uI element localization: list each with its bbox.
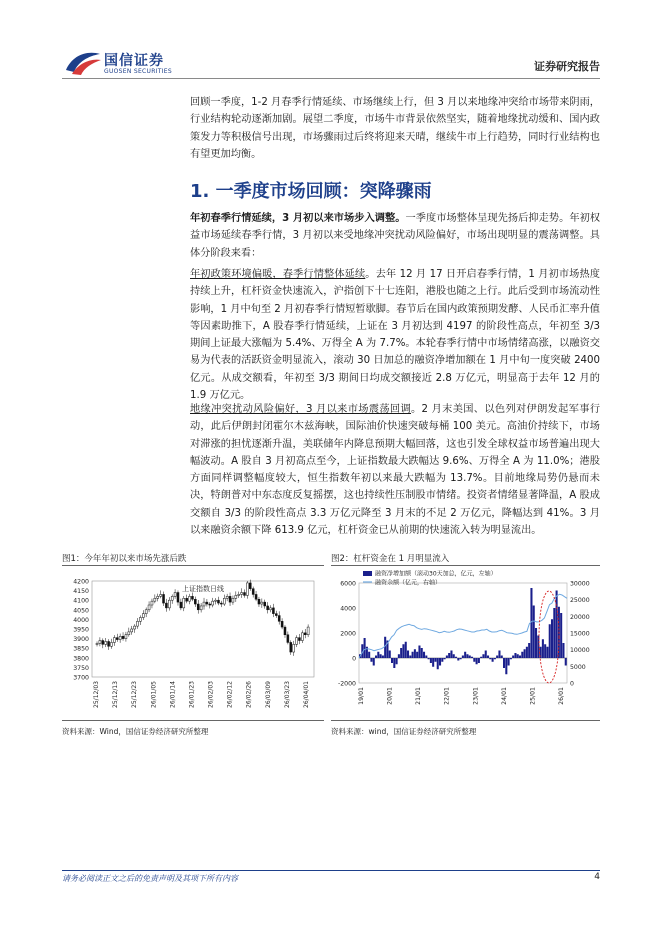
left-y-tick-label: 2000 bbox=[340, 630, 356, 638]
net-financing-bar bbox=[455, 657, 457, 658]
x-tick-label: 26/02/03 bbox=[207, 681, 215, 708]
candle-body bbox=[197, 604, 199, 610]
candle-body bbox=[252, 589, 254, 595]
right-y-tick-label: 30000 bbox=[570, 580, 590, 588]
right-y-tick-label: 10000 bbox=[570, 647, 590, 655]
net-financing-bar bbox=[469, 656, 471, 659]
candle-body bbox=[272, 608, 274, 614]
net-financing-bar bbox=[510, 658, 512, 659]
net-financing-bar bbox=[432, 658, 434, 667]
paragraph-3 bbox=[190, 401, 600, 539]
candle-body bbox=[296, 638, 298, 645]
net-financing-bar bbox=[446, 656, 448, 659]
net-financing-bar bbox=[462, 656, 464, 659]
candle-body bbox=[255, 594, 257, 599]
figure-2-rule bbox=[331, 565, 600, 566]
x-tick-label: 22/01 bbox=[443, 687, 451, 705]
net-financing-bar bbox=[396, 658, 398, 664]
left-y-tick-label: 6000 bbox=[340, 580, 356, 588]
net-financing-bar bbox=[498, 651, 500, 659]
net-financing-bar bbox=[453, 654, 455, 658]
net-financing-bar bbox=[380, 654, 382, 658]
net-financing-bar bbox=[553, 608, 555, 658]
net-financing-bar bbox=[409, 656, 411, 659]
guosen-logo-icon bbox=[64, 48, 102, 76]
net-financing-bar bbox=[423, 652, 425, 658]
candle-body bbox=[125, 635, 127, 639]
candle-body bbox=[122, 636, 124, 638]
figure-1-bottom-rule bbox=[62, 720, 324, 721]
x-tick-label: 26/01/05 bbox=[150, 681, 158, 708]
paragraph-1-lead: 年初春季行情延续，3 月初以来市场步入调整。 bbox=[190, 213, 406, 224]
net-financing-bar bbox=[370, 658, 372, 662]
net-financing-bar bbox=[364, 638, 366, 658]
figure-2-title: 图2：杠杆资金在 1 月明显流入 bbox=[331, 554, 450, 564]
footer-disclaimer: 请务必阅读正文之后的免责声明及其项下所有内容 bbox=[62, 874, 238, 883]
figure-1-title: 图1：今年年初以来市场先涨后跌 bbox=[62, 554, 187, 564]
net-financing-bar bbox=[526, 647, 528, 658]
net-financing-bar bbox=[391, 658, 393, 663]
net-financing-bar bbox=[384, 637, 386, 658]
x-tick-label: 24/01 bbox=[500, 687, 508, 705]
net-financing-bar bbox=[514, 653, 516, 658]
net-financing-bar bbox=[471, 657, 473, 658]
candle-body bbox=[110, 642, 112, 646]
net-financing-bar bbox=[565, 658, 567, 666]
net-financing-bar bbox=[368, 652, 370, 658]
candle-body bbox=[136, 621, 138, 626]
x-tick-label: 25/12/13 bbox=[112, 681, 120, 708]
net-financing-bar bbox=[373, 658, 375, 666]
candle-body bbox=[241, 593, 243, 595]
legend-label-bars: 融资净增加额（滚动30天加总，亿元，左轴） bbox=[375, 570, 497, 578]
net-financing-bar bbox=[418, 646, 420, 659]
x-tick-label: 26/01/23 bbox=[188, 681, 196, 708]
candle-body bbox=[113, 638, 115, 643]
net-financing-bar bbox=[460, 658, 462, 659]
candle-body bbox=[223, 598, 225, 604]
candle-body bbox=[293, 644, 295, 652]
candle-body bbox=[119, 636, 121, 639]
candle-body bbox=[249, 583, 251, 589]
y-tick-label: 3800 bbox=[73, 655, 89, 663]
candle-body bbox=[220, 603, 222, 604]
candle-body bbox=[307, 627, 309, 635]
x-tick-label: 25/12/23 bbox=[131, 681, 139, 708]
candle-body bbox=[96, 643, 98, 644]
candle-body bbox=[301, 633, 303, 641]
y-tick-label: 3850 bbox=[73, 645, 89, 653]
net-financing-bar bbox=[544, 644, 546, 658]
net-financing-bar bbox=[521, 652, 523, 658]
left-y-tick-label: -2000 bbox=[338, 680, 356, 688]
candle-body bbox=[134, 626, 136, 629]
net-financing-bar bbox=[489, 658, 491, 659]
candle-body bbox=[108, 641, 110, 646]
y-tick-label: 4150 bbox=[73, 588, 89, 596]
net-financing-bar bbox=[524, 649, 526, 658]
left-y-tick-label: 0 bbox=[352, 655, 356, 663]
candle-body bbox=[275, 614, 277, 616]
candle-body bbox=[304, 633, 306, 635]
footer-divider bbox=[62, 870, 600, 871]
net-financing-bar bbox=[517, 654, 519, 658]
net-financing-bar bbox=[450, 651, 452, 659]
net-financing-bar bbox=[402, 644, 404, 658]
net-financing-bar bbox=[457, 658, 459, 661]
net-financing-bar bbox=[464, 652, 466, 658]
x-tick-label: 21/01 bbox=[415, 687, 423, 705]
net-financing-bar bbox=[533, 606, 535, 659]
net-financing-bar bbox=[503, 658, 505, 668]
net-financing-bar bbox=[549, 624, 551, 658]
plot-frame bbox=[92, 581, 314, 677]
candle-body bbox=[215, 600, 217, 601]
candle-body bbox=[116, 638, 118, 640]
net-financing-bar bbox=[414, 649, 416, 658]
section-title: 1. 一季度市场回顾：突降骤雨 bbox=[190, 181, 432, 202]
net-financing-bar bbox=[496, 656, 498, 659]
net-financing-bar bbox=[444, 658, 446, 659]
net-financing-bar bbox=[494, 658, 496, 659]
right-y-tick-label: 15000 bbox=[570, 630, 590, 638]
net-financing-bar bbox=[542, 639, 544, 658]
net-financing-bar bbox=[416, 652, 418, 658]
y-tick-label: 3950 bbox=[73, 626, 89, 634]
candle-body bbox=[281, 621, 283, 627]
y-tick-label: 4050 bbox=[73, 607, 89, 615]
net-financing-bar bbox=[421, 648, 423, 658]
x-tick-label: 26/01 bbox=[558, 687, 565, 705]
x-tick-label: 20/01 bbox=[386, 687, 394, 705]
candle-body bbox=[183, 598, 185, 608]
candle-body bbox=[290, 642, 292, 652]
y-tick-label: 3750 bbox=[73, 664, 89, 672]
net-financing-bar bbox=[437, 658, 439, 669]
net-financing-bar bbox=[434, 658, 436, 662]
net-financing-bar bbox=[478, 658, 480, 663]
net-financing-bar bbox=[485, 651, 487, 659]
y-tick-label: 4200 bbox=[73, 578, 89, 586]
net-financing-bar bbox=[377, 652, 379, 658]
net-financing-bar bbox=[556, 591, 558, 659]
net-financing-bar bbox=[375, 656, 377, 659]
net-financing-bar bbox=[508, 658, 510, 666]
candle-body bbox=[267, 606, 269, 610]
net-financing-bar bbox=[441, 658, 443, 662]
net-financing-bar bbox=[412, 652, 414, 658]
legend-swatch-bars bbox=[363, 571, 372, 576]
candle-body bbox=[151, 601, 153, 605]
paragraph-1-body: 一季度市场整体呈现先扬后抑走势。年初权益市场延续春季行情，3 月初以来受地缘冲突扰动风险偏好，市场出现明显的震荡调整。具体分阶段来看： bbox=[190, 213, 601, 259]
candle-body bbox=[209, 604, 211, 605]
net-financing-bar bbox=[425, 656, 427, 659]
candle-body bbox=[139, 617, 141, 621]
net-financing-bar bbox=[439, 658, 441, 666]
header-divider bbox=[62, 78, 600, 79]
candle-body bbox=[298, 638, 300, 641]
net-financing-bar bbox=[487, 656, 489, 659]
candle-body bbox=[264, 602, 266, 606]
net-financing-bar bbox=[501, 656, 503, 659]
candle-body bbox=[105, 641, 107, 644]
report-type: 证券研究报告 bbox=[534, 60, 600, 73]
candle-body bbox=[102, 641, 104, 645]
net-financing-bar bbox=[505, 658, 507, 674]
net-financing-bar bbox=[482, 654, 484, 658]
x-tick-label: 26/04/01 bbox=[303, 681, 310, 708]
candle-body bbox=[212, 601, 214, 605]
paragraph-2-lead: 年初政策环境偏暖，春季行情整体延续 bbox=[190, 269, 366, 280]
candle-body bbox=[163, 594, 165, 603]
candle-body bbox=[287, 635, 289, 643]
candle-body bbox=[180, 602, 182, 608]
candle-body bbox=[229, 596, 231, 602]
x-tick-label: 19/01 bbox=[358, 687, 365, 705]
x-tick-label: 26/03/09 bbox=[264, 681, 272, 708]
net-financing-bar bbox=[382, 656, 384, 659]
candle-body bbox=[226, 596, 228, 598]
candle-body bbox=[174, 593, 176, 597]
y-tick-label: 3700 bbox=[73, 674, 89, 682]
chart-title: 上证指数日线 bbox=[182, 585, 224, 593]
net-financing-bar bbox=[562, 643, 564, 658]
net-financing-bar bbox=[492, 658, 494, 662]
net-financing-bar bbox=[560, 613, 562, 658]
net-financing-bar bbox=[389, 651, 391, 659]
paragraph-3-body: 。2 月末美国、以色列对伊朗发起军事行动，此后伊朗封闭霍尔木兹海峡，国际油价快速突破每桶 100 美元。高油价持续下，市场对滞涨的担忧逐渐升温，美联储年内降息预期大幅回落，这也引发全球权益市场普遍出现大幅波动。A 股自 3 月初高点至今，上证指数最大跌幅达 9.6%、万得全 A 为 11.0%；港股方面同样调整幅度较大，恒生指数年初以来最大跌幅为 13.7%。目前地缘局势仍悬而未决，特朗普对中东态度反复摇摆，这也持续性压制股市情绪。投资者情绪显著降温，A 股成交额自 3/3 的阶段性高点 3.3 万亿元降至 3 月末的不足 2 万亿元，降幅达到 41%。3 月以来融资余额下降 613.9 亿元，杠杆资金已从前期的快速流入转为明显流出。 bbox=[190, 404, 601, 537]
net-financing-bar bbox=[512, 656, 514, 659]
net-financing-bar bbox=[407, 651, 409, 659]
page-number: 4 bbox=[594, 872, 600, 882]
candle-body bbox=[238, 594, 240, 595]
figure-1-rule bbox=[62, 565, 324, 566]
paragraph-2-body: 。去年 12 月 17 日开启春季行情，1 月初市场热度持续上升，杠杆资金快速流入，沪指创下十七连阳，港股也随之上行。此后受到市场流动性影响，1 月中旬至 2 月初春季行情短暂歇脚。春节后在国内政策预期发酵、人民币汇率升值等因素助推下，A 股春季行情延续，上证在 3 月初达到 4197 的阶段性高点，年初至 3/3 期间上证最大涨幅为 5.4%、万得全 A 为 7.7%。本轮春季行情中市场情绪高涨，以融资交易为代表的活跃资金明显流入，滚动 30 日加总的融资净增加额在 1 月中旬一度突破 2400 亿元。从成交额看，年初至 3/3 期间日均成交额接近 2.8 万亿元，明显高于去年 12 月的 1.9 万亿元。 bbox=[190, 269, 600, 402]
candle-body bbox=[142, 614, 144, 618]
net-financing-bar bbox=[428, 658, 430, 659]
x-tick-label: 25/01 bbox=[529, 687, 537, 705]
candle-body bbox=[232, 598, 234, 602]
candle-body bbox=[177, 593, 179, 603]
candle-body bbox=[284, 627, 286, 635]
x-tick-label: 23/01 bbox=[472, 687, 480, 705]
net-financing-bar bbox=[405, 642, 407, 658]
y-tick-label: 3900 bbox=[73, 636, 89, 644]
right-y-tick-label: 25000 bbox=[570, 597, 590, 605]
net-financing-bar bbox=[528, 643, 530, 658]
net-financing-bar bbox=[519, 656, 521, 659]
candle-body bbox=[243, 593, 245, 596]
net-financing-bar bbox=[473, 658, 475, 662]
logo-name-en: GUOSEN SECURITIES bbox=[104, 68, 173, 75]
right-y-tick-label: 20000 bbox=[570, 613, 590, 621]
x-tick-label: 26/02/26 bbox=[245, 681, 253, 708]
candle-body bbox=[128, 632, 130, 635]
net-financing-bar bbox=[430, 658, 432, 663]
candle-body bbox=[258, 599, 260, 604]
net-financing-bar bbox=[393, 658, 395, 668]
net-financing-bar bbox=[448, 653, 450, 658]
paragraph-2 bbox=[190, 266, 600, 404]
candle-body bbox=[203, 602, 205, 606]
candle-body bbox=[148, 605, 150, 610]
figure-1-source: 资料来源：Wind，国信证券经济研究所整理 bbox=[62, 727, 209, 736]
candle-body bbox=[200, 606, 202, 610]
candle-body bbox=[99, 641, 101, 644]
candle-body bbox=[168, 600, 170, 608]
candle-body bbox=[206, 602, 208, 604]
candle-body bbox=[171, 596, 173, 600]
y-tick-label: 4100 bbox=[73, 597, 89, 605]
net-financing-bar bbox=[546, 647, 548, 658]
candle-body bbox=[246, 583, 248, 595]
candle-body bbox=[165, 603, 167, 608]
candle-body bbox=[270, 608, 272, 610]
net-financing-bar bbox=[480, 657, 482, 658]
x-tick-label: 25/12/03 bbox=[93, 681, 100, 708]
figure-2-chart bbox=[331, 567, 600, 717]
candle-body bbox=[194, 599, 196, 604]
net-financing-bar bbox=[398, 654, 400, 658]
right-y-tick-label: 5000 bbox=[570, 663, 586, 671]
candle-body bbox=[186, 598, 188, 601]
candle-body bbox=[160, 594, 162, 596]
candle-body bbox=[145, 610, 147, 614]
candle-body bbox=[235, 595, 237, 598]
net-financing-bar bbox=[551, 619, 553, 658]
x-tick-label: 26/03/23 bbox=[283, 681, 291, 708]
right-y-tick-label: 0 bbox=[570, 680, 574, 688]
left-y-tick-label: 4000 bbox=[340, 605, 356, 613]
candle-body bbox=[261, 602, 263, 604]
figure-2-source: 资料来源：wind，国信证券经济研究所整理 bbox=[331, 727, 477, 736]
paragraph-1 bbox=[190, 210, 600, 262]
net-financing-bar bbox=[476, 658, 478, 664]
net-financing-bar bbox=[400, 648, 402, 658]
paragraph-3-lead: 地缘冲突扰动风险偏好，3 月以来市场震荡回调 bbox=[190, 404, 411, 415]
candle-body bbox=[154, 598, 156, 601]
net-financing-bar bbox=[535, 628, 537, 658]
legend-label-line: 融资余额（亿元，右轴） bbox=[375, 579, 442, 587]
candle-body bbox=[191, 596, 193, 599]
x-tick-label: 26/02/12 bbox=[226, 681, 234, 708]
candle-body bbox=[131, 629, 133, 632]
net-financing-bar bbox=[466, 654, 468, 658]
candle-body bbox=[189, 596, 191, 601]
x-tick-label: 26/01/14 bbox=[169, 681, 177, 708]
candle-body bbox=[217, 600, 219, 603]
figure-1-chart bbox=[62, 567, 324, 717]
candle-body bbox=[278, 616, 280, 622]
intro-paragraph: 回顾一季度，1-2 月春季行情延续、市场继续上行，但 3 月以来地缘冲突给市场带来阴雨，行业结构轮动逐渐加剧。展望二季度，市场牛市背景依然坚实，随着地缘扰动缓和、国内政策发力等积极信号出现，市场骤雨过后终将迎来天晴，继续牛市上行趋势，同时行业结构也有望更加均衡。 bbox=[190, 97, 600, 160]
figure-2-bottom-rule bbox=[331, 720, 600, 721]
candle-body bbox=[157, 596, 159, 598]
y-tick-label: 4000 bbox=[73, 616, 89, 624]
logo-name-cn: 国信证券 bbox=[104, 53, 164, 69]
